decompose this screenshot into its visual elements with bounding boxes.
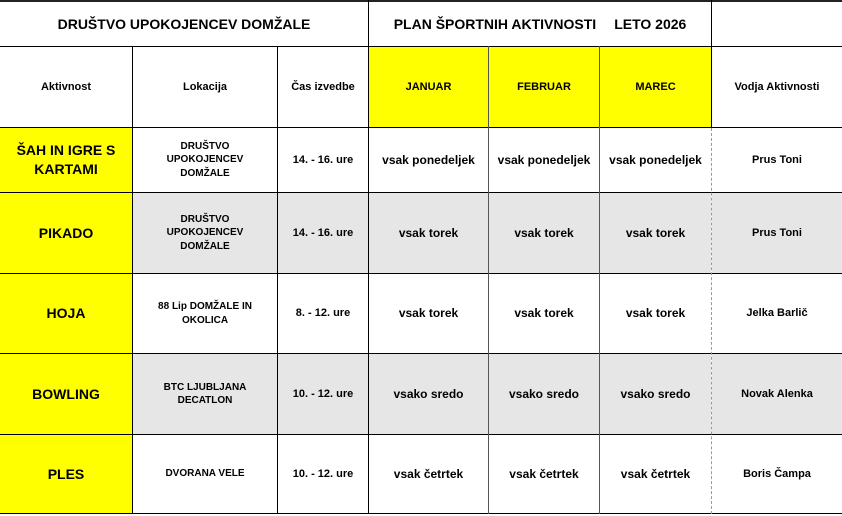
location-cell: DRUŠTVO UPOKOJENCEV DOMŽALE [133,193,277,273]
activity-cell: HOJA [0,274,132,353]
grid-line [0,513,842,514]
time-cell: 10. - 12. ure [292,467,354,480]
february-cell: vsak torek [489,193,599,273]
col-header-location: Lokacija [182,80,228,93]
org-title: DRUŠTVO UPOKOJENCEV DOMŽALE [57,15,311,32]
january-cell: vsak ponedeljek [382,152,475,167]
col-header-march: MAREC [600,47,711,127]
grid-line [0,192,842,193]
leader-cell: Prus Toni [712,193,842,273]
location-cell: BTC LJUBLJANA DECATLON [133,354,277,434]
grid-line [711,0,712,128]
plan-year: LETO 2026 [614,15,687,32]
time-cell: 10. - 12. ure [278,354,368,434]
leader-cell: Jelka Barlič [746,307,808,320]
leader-cell: Novak Alenka [712,354,842,434]
plan-title [369,2,711,46]
activity-cell: BOWLING [0,354,132,434]
col-header-time: Čas izvedbe [291,80,355,93]
time-cell: 14. - 16. ure [278,193,368,273]
location-cell: DVORANA VELE [165,468,245,480]
grid-line [132,46,133,514]
grid-line [0,0,842,2]
january-cell: vsak torek [369,193,488,273]
plan-title-text: PLAN ŠPORTNIH AKTIVNOSTI [393,15,597,32]
location-cell: DRUŠTVO UPOKOJENCEV DOMŽALE [166,140,244,179]
march-cell: vsako sredo [600,354,711,434]
february-cell: vsak torek [514,306,574,321]
leader-cell: Prus Toni [752,153,802,166]
location-cell: 88 Lip DOMŽALE IN OKOLICA [158,301,252,326]
grid-line [368,0,369,514]
march-cell: vsak četrtek [620,466,691,481]
col-header-leader: Vodja Aktivnosti [734,80,820,93]
leader-cell: Boris Čampa [743,467,811,480]
january-cell: vsak četrtek [393,466,464,481]
col-header-february: FEBRUAR [489,47,599,127]
time-cell: 8. - 12. ure [295,307,351,320]
grid-line [599,46,600,514]
col-header-activity: Aktivnost [40,80,92,93]
january-cell: vsak torek [398,306,459,321]
february-cell: vsak ponedeljek [497,152,591,167]
grid-line [0,127,842,128]
february-cell: vsak četrtek [509,466,579,481]
time-cell: 14. - 16. ure [292,153,354,166]
january-cell: vsako sredo [369,354,488,434]
march-cell: vsak torek [600,193,711,273]
grid-line [0,353,842,354]
grid-line [488,46,489,514]
march-cell: vsak torek [625,306,686,321]
col-header-january: JANUAR [369,47,488,127]
activity-cell: ŠAH IN IGRE S KARTAMI [0,128,132,192]
grid-line [277,46,278,514]
activity-cell: PLES [0,435,132,513]
grid-line [0,46,842,47]
activity-cell: PIKADO [0,193,132,273]
grid-line [0,273,842,274]
march-cell: vsak ponedeljek [609,152,702,167]
grid-line [0,434,842,435]
february-cell: vsako sredo [489,354,599,434]
grid-line [711,128,712,514]
